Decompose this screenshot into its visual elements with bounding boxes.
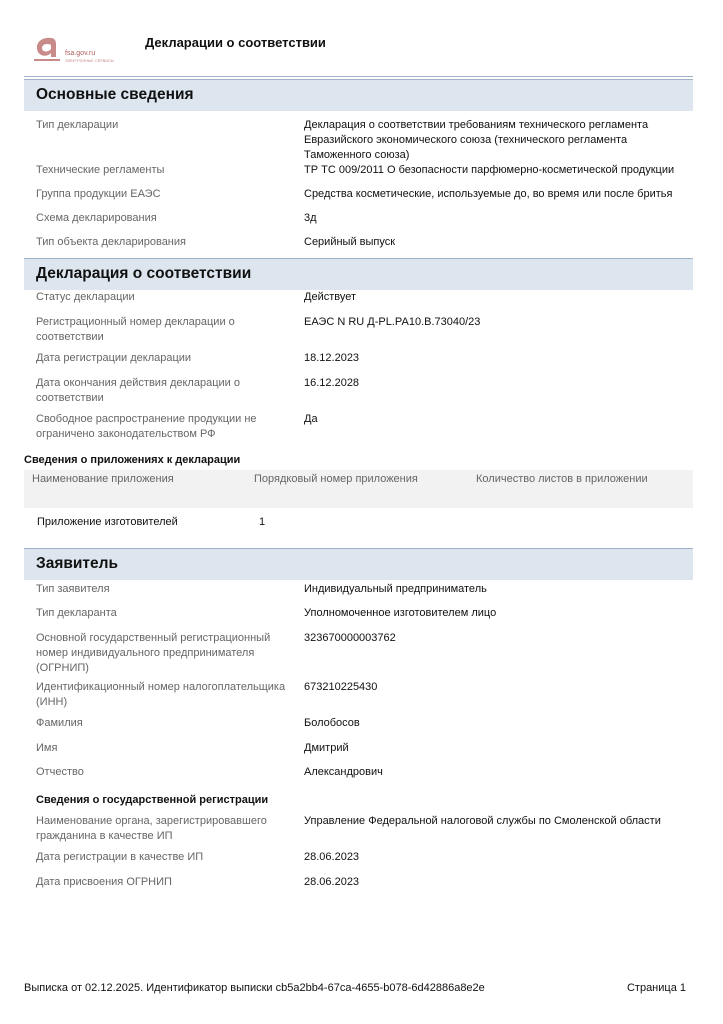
section-basic-info: [24, 79, 693, 111]
field-value: Средства косметические, используемые до, во время или после бритья: [304, 188, 673, 200]
field-value: Декларация о соответствии требованиям технического регламента Евразийского экономического союза (технического регламента Таможенного союза): [304, 119, 649, 161]
field-label: Тип заявителя: [36, 583, 110, 595]
field-value: 18.12.2023: [304, 352, 360, 364]
field-label: Дата окончания действия декларации о соответствии: [36, 377, 240, 404]
field-label: Наименование органа, зарегистрировавшего гражданина в качестве ИП: [36, 815, 267, 842]
section-applicant: [24, 548, 693, 580]
field-label: Регистрационный номер декларации о соответствии: [36, 316, 235, 343]
field-label: Дата регистрации декларации: [36, 352, 192, 364]
fsa-logo-icon: [32, 32, 62, 64]
column-header-number: Порядковый номер приложения: [254, 473, 418, 485]
logo-site-text: fsa.gov.ru: [65, 50, 96, 57]
field-label: Идентификационный номер налогоплательщика (ИНН): [36, 681, 286, 708]
header-divider: [24, 76, 693, 77]
column-header-sheets: Количество листов в приложении: [476, 473, 648, 485]
field-value: Индивидуальный предприниматель: [304, 583, 487, 595]
field-value: Дмитрий: [304, 742, 349, 754]
field-label: Дата регистрации в качестве ИП: [36, 851, 204, 863]
attachment-name: Приложение изготовителей: [37, 516, 178, 528]
field-label: Тип декларации: [36, 119, 119, 131]
field-value: 16.12.2028: [304, 377, 360, 389]
field-value: Александрович: [304, 766, 383, 778]
field-label: Имя: [36, 742, 58, 754]
field-value: 28.06.2023: [304, 851, 360, 863]
attachments-table-header: [24, 470, 693, 508]
fsa-logo: [32, 32, 132, 68]
field-label: Группа продукции ЕАЭС: [36, 188, 161, 200]
attachment-number: 1: [259, 516, 266, 528]
field-label: Схема декларирования: [36, 212, 157, 224]
field-label: Технические регламенты: [36, 164, 165, 176]
field-label: Фамилия: [36, 717, 83, 729]
registration-subtitle: Сведения о государственной регистрации: [36, 794, 269, 806]
attachments-title: Сведения о приложениях к декларации: [24, 454, 241, 466]
field-value: ЕАЭС N RU Д-PL.РА10.В.73040/23: [304, 316, 481, 328]
field-value: Управление Федеральной налоговой службы по Смоленской области: [304, 815, 661, 827]
extract-info: Выписка от 02.12.2025. Идентификатор выписки cb5a2bb4-67ca-4655-b078-6d42886a8e2e: [24, 982, 485, 994]
field-value: Серийный выпуск: [304, 236, 396, 248]
field-label: Тип объекта декларирования: [36, 236, 186, 248]
page-number: Страница 1: [626, 982, 686, 994]
field-value: Да: [304, 413, 318, 425]
field-value: Уполномоченное изготовителем лицо: [304, 607, 497, 619]
field-value: 673210225430: [304, 681, 378, 693]
section-title: Декларация о соответствии: [36, 265, 252, 282]
section-declaration: [24, 258, 693, 290]
field-label: Основной государственный регистрационный номер индивидуального предпринимателя (ОГРНИП): [36, 632, 271, 674]
section-title: Основные сведения: [36, 86, 194, 103]
field-label: Дата присвоения ОГРНИП: [36, 876, 172, 888]
logo-subtitle: ЭЛЕКТРОННЫЕ СЕРВИСЫ: [65, 59, 115, 63]
section-title: Заявитель: [36, 555, 119, 572]
field-label: Свободное распространение продукции не ограничено законодательством РФ: [36, 413, 257, 440]
field-value: 323670000003762: [304, 632, 396, 644]
field-value: 28.06.2023: [304, 876, 360, 888]
field-label: Отчество: [36, 766, 84, 778]
field-value: 3д: [304, 212, 317, 224]
field-value: Действует: [304, 291, 357, 303]
field-label: Тип декларанта: [36, 607, 117, 619]
document-title: Декларации о соответствии: [145, 35, 326, 50]
field-label: Статус декларации: [36, 291, 135, 303]
field-value: ТР ТС 009/2011 О безопасности парфюмерно-косметической продукции: [304, 164, 675, 176]
field-value: Болобосов: [304, 717, 360, 729]
column-header-name: Наименование приложения: [32, 473, 174, 485]
